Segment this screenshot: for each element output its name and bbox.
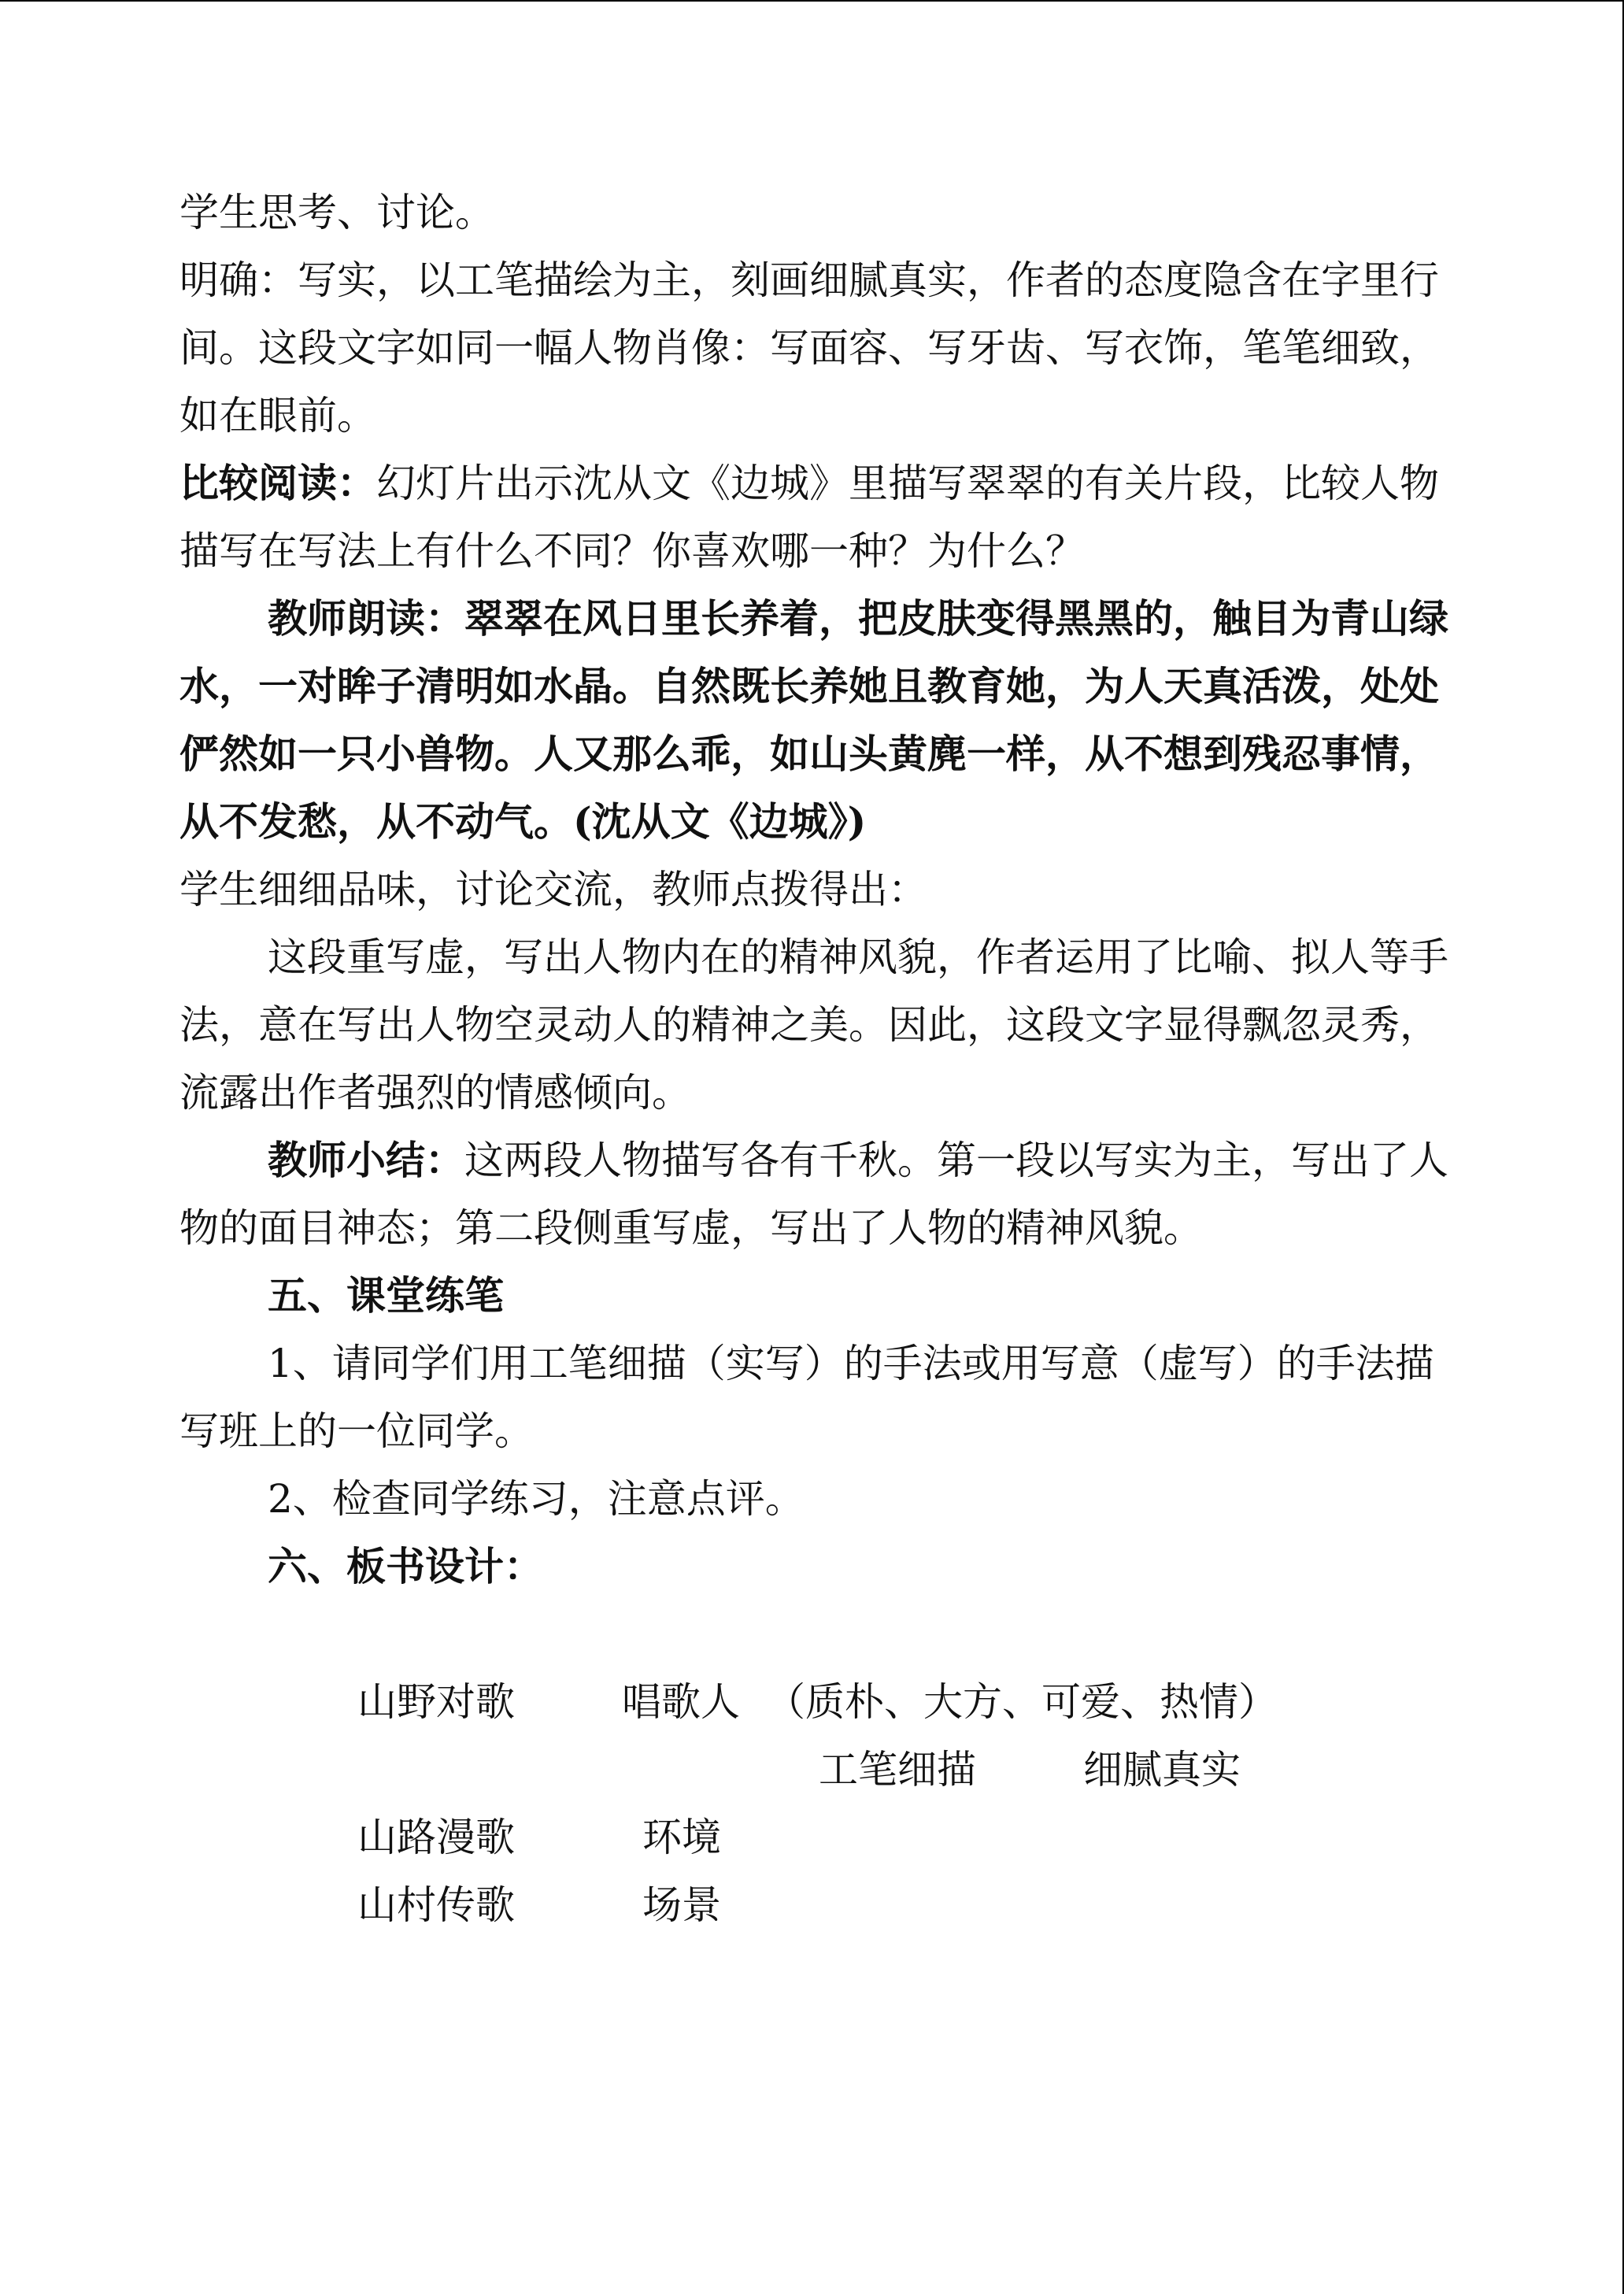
- board-row4-col1: 山村传歌: [357, 1882, 515, 1928]
- board-row4-col2: 场景: [642, 1882, 721, 1928]
- heading-section-six: 六、板书设计：: [268, 1543, 543, 1589]
- board-row3-col1: 山路漫歌: [357, 1815, 515, 1860]
- board-row1-col2: 唱歌人: [622, 1679, 740, 1725]
- board-row2-col1: 工笔细描: [819, 1747, 976, 1793]
- paragraph-comparative-reading: [179, 450, 1455, 585]
- board-row1-col1: 山野对歌: [357, 1679, 515, 1725]
- paragraph-analysis: 这段重写虚，写出人物内在的精神风貌，作者运用了比喻、拟人等手法，意在写出人物空灵动人的精神之美。因此，这段文字显得飘忽灵秀，流露出作者强烈的情感倾向。: [179, 934, 1448, 1116]
- paragraph-student-savor: 学生细细品味，讨论交流，教师点拨得出：: [179, 867, 927, 912]
- paragraph-clarification: 明确：写实，以工笔描绘为主，刻画细腻真实，作者的态度隐含在字里行间。这段文字如同一幅人物肖像：写面容、写牙齿、写衣饰，笔笔细致，如在眼前。: [179, 257, 1439, 438]
- paragraph-teacher-reading: 教师朗读：翠翠在风日里长养着，把皮肤变得黑黑的，触目为青山绿水，一对眸子清明如水晶。自然既长养她且教育她，为人天真活泼，处处俨然如一只小兽物。人又那么乖，如山头黄麂一样，从不想到残忍事情，从不发愁，从不动气。(沈从文《边城》): [179, 595, 1448, 845]
- label-comparative-reading: 比较阅读：: [179, 460, 376, 506]
- document-body: [179, 179, 1455, 1928]
- board-row3-col2: 环境: [642, 1815, 721, 1860]
- label-teacher-summary: 教师小结：: [268, 1137, 464, 1183]
- board-row1-col3: （质朴、大方、可爱、热情）: [766, 1679, 1278, 1725]
- heading-section-five: 五、课堂练笔: [268, 1272, 504, 1319]
- text-teacher-summary: 这两段人物描写各有千秋。第一段以写实为主，写出了人物的面目神态；第二段侧重写虚，写出了人物的精神风貌。: [179, 1138, 1448, 1251]
- paragraph-exercise-one: 1、请同学们用工笔细描（实写）的手法或用写意（虚写）的手法描写班上的一位同学。: [179, 1341, 1434, 1454]
- paragraph-teacher-summary: [179, 1127, 1455, 1262]
- paragraph-student-discussion: 学生思考、讨论。: [179, 190, 494, 235]
- text-comparative-reading: 幻灯片出示沈从文《边城》里描写翠翠的有关片段，比较人物描写在写法上有什么不同？你喜欢哪一种？为什么？: [179, 461, 1439, 574]
- blackboard-design: [179, 1668, 1455, 1939]
- board-row2-col2: 细腻真实: [1083, 1747, 1241, 1793]
- paragraph-exercise-two: 2、检查同学练习，注意点评。: [268, 1476, 805, 1522]
